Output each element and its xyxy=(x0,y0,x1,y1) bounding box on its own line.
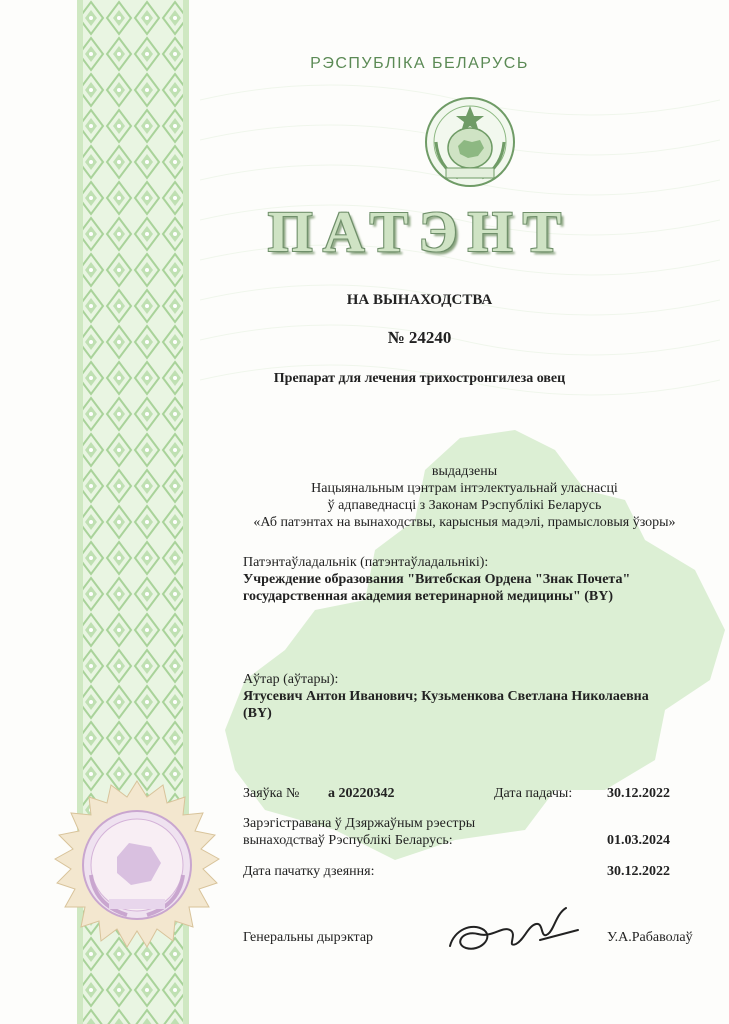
issued-line-4: «Аб патэнтах на вынаходствы, карысныя мадэлі, прамысловыя ўзоры» xyxy=(253,515,676,530)
owner-label: Патэнтаўладальнік (патэнтаўладальнікі): xyxy=(243,555,489,570)
signatory-name: У.А.Рабаволаў xyxy=(607,930,693,945)
application-value: а 20220342 xyxy=(328,786,395,801)
owner-line-1: Учреждение образования "Витебская Ордена "Знак Почета" xyxy=(243,572,631,587)
document-title: ПАТЭНТ xyxy=(267,199,572,264)
application-label: Заяўка № xyxy=(243,786,300,801)
registered-label-2: вынаходстваў Рэспублікі Беларусь: xyxy=(243,833,453,848)
issued-line-2: Нацыянальным цэнтрам інтэлектуальнай уласнасці xyxy=(311,481,618,496)
filing-date-value: 30.12.2022 xyxy=(607,786,670,801)
registered-value: 01.03.2024 xyxy=(607,833,670,848)
country-name: РЭСПУБЛІКА БЕЛАРУСЬ xyxy=(310,55,529,72)
state-emblem-icon xyxy=(424,96,516,188)
issued-line-3: ў адпаведнасці з Законам Рэспублікі Беларусь xyxy=(327,498,602,513)
issued-line-1: выдадзены xyxy=(431,464,498,479)
start-date-label: Дата пачатку дзеяння: xyxy=(243,864,375,879)
authors-line-1: Ятусевич Антон Иванович; Кузьменкова Светлана Николаевна xyxy=(243,689,649,704)
start-date-value: 30.12.2022 xyxy=(607,864,670,879)
signatory-position: Генеральны дырэктар xyxy=(243,930,374,945)
document-subtitle: НА ВЫНАХОДСТВА xyxy=(346,292,493,308)
owner-line-2: государственная академия ветеринарной медицины" (BY) xyxy=(243,589,614,604)
filing-date-label: Дата падачы: xyxy=(494,786,573,801)
registered-label-1: Зарэгістравана ў Дзяржаўным рэестры xyxy=(243,816,476,831)
authors-label: Аўтар (аўтары): xyxy=(243,672,339,687)
authors-line-2: (BY) xyxy=(243,706,272,721)
invention-name: Препарат для лечения трихостронгилеза овец xyxy=(273,371,566,386)
director-signature xyxy=(444,900,584,960)
hologram-seal-icon xyxy=(52,780,222,950)
patent-number: № 24240 xyxy=(387,328,452,347)
